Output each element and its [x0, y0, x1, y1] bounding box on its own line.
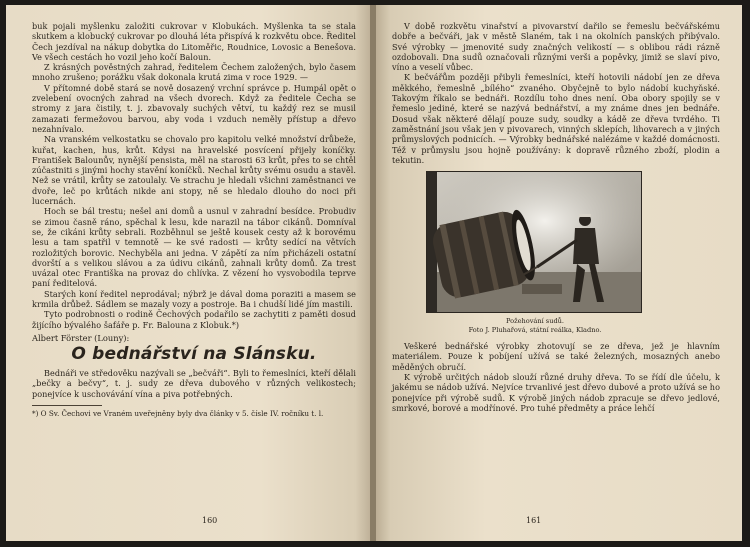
page-number-right: 161: [526, 516, 542, 525]
caption-title: Požehování sudů.: [505, 317, 565, 326]
photo-cooper-charring-barrel: [426, 171, 642, 313]
footnote-text: *) O Sv. Čechovi ve Vraném uveřejněny byly dva články v 5. čísle IV. ročníku t. l.: [32, 408, 324, 418]
left-page-text: [32, 21, 356, 330]
article-heading: O bednářství na Slánsku.: [71, 343, 317, 364]
photo-figure: [426, 171, 644, 335]
right-page-text-lower: [392, 341, 720, 413]
paragraph: V přítomné době stará se nově dosazený vrchní správce p. Humpál opět o zvelebení ovocných zahrad na všech dvorech. Když za ředitele Čecha se stromy z jara čistily, t. j. zbavovaly suchých větví, tu každý rez se musil zamazati fermežovou barvou, aby voda i vzduch neměly přístup a dřevo nezahnívalo.: [32, 82, 356, 134]
paragraph: Hoch se bál trestu; nešel ani domů a usnul v zahradní besídce. Probudiv se zimou časně ráno, spěchal k lesu, kde narazil na tábor cikánů. Domníval se, že cikáni krůty sebrali. Rozběhnul se ještě kousek cesty až k borovému lesu a tam spatřil v temnotě — ke své radosti — krůty sedící na větvích rozložitých borovic. Nechyběla ani jedna. V zápětí za ním přicházeli ostatní dvorští a s velikou slávou a za údivu cikánů, zahnali krůty domů. Za trest uvázal otec Františka na provaz do chlívka. Z vězení ho vysvobodila teprve paní ředitelová.: [32, 206, 356, 289]
paragraph: K bečvářům později přibyli řemeslníci, kteří hotovili nádobí jen ze dřeva měkkého, řemeslně „bílého“ zvaného. Obyčejně to bylo nádobí kuchyňské. Takovým říkalo se bednáři. Rozdílu toho dnes není. Oba obory spojily se v řemeslo jediné, které se nazývá bednářství, a my známe dnes jen bednáře. Dosud však některé dělají pouze sudy, soudky a kádě ze dřeva tvrdého. Ti zaměstnání jsou však jen v pivovarech, vinných sklepích, lihovarech a v jiných průmyslových podnicích. — Výrobky bednářské nalézáme v každé domácnosti. Též v průmyslu jsou hojně používány: k dopravě různého zboží, plodin a tekutin.: [392, 72, 720, 165]
paragraph: Starých koní ředitel neprodával; nýbrž je dával doma poraziti a masem se krmila drůbež. Sádlem se mazaly vozy a postroje. Ba i chudší lidé jím mastili.: [32, 288, 356, 310]
right-page-text: [392, 21, 720, 165]
paragraph: Na vranském velkostatku se chovalo pro kapitolu velké množství drůbeže, kuřat, kachen, hus, krůt. Kdysi na hravelské posvícení přijely koníčky. František Balounův, nynější pensista, měl na starosti 63 krůt, přes to se chtěl zúčastniti s jinými hochy stavění koníčků. Nechal krůty svému osudu a stavěl. Než se vrátil, krůty se zatoulaly. Ve strachu je hledali všichni zaměstnanci ve dvoře, leč po krůtách nikde ani stopy, ně se hledalo dlouho do noci při lucernách.: [32, 134, 356, 207]
photo-caption: [426, 317, 644, 335]
paragraph: Veškeré bednářské výrobky zhotovují se ze dřeva, jež je hlavním materiálem. Pouze k pobíjení užívá se také železných, mosazných anebo měděných obručí.: [392, 341, 720, 372]
paragraph: V době rozkvětu vinařství a pivovarství dařilo se řemeslu bečvářskému dobře a bečváři, jak v městě Slaném, tak i na okolních panských přibývalo. Své výrobky — jmenovité sudy značných velikostí — s oblibou rádi rázně ozdobovali. Dna sudů označovali různými verši a popěvky, jimiž se slaví pivo, víno a veselí vůbec.: [392, 21, 720, 73]
paragraph: Bednáři ve středověku nazývali se „bečváři“. Byli to řemeslníci, kteří dělali „bečky a bečvy“, t. j. sudy ze dřeva dubového v různých velikostech; ponejvíce k uschovávání vína a piva potřebných.: [32, 367, 356, 399]
left-page: [6, 5, 370, 541]
right-page: [376, 5, 742, 541]
footnote-rule: [32, 405, 102, 406]
article-byline: Albert Förster (Louny):: [32, 332, 130, 343]
paragraph: Z krásných pověstných zahrad, ředitelem Čechem založených, bylo časem mnoho zrušeno; porážku však dokonala krutá zima v roce 1929. —: [32, 62, 356, 83]
paragraph: K výrobě určitých nádob slouží různé druhy dřeva. To se řídí dle účelu, k jakému se nádob užívá. Nejvíce trvanlivé jest dřevo dubové a proto užívá se ho ponejvíce při výrobě sudů. K výrobě jiných nádob zpracuje se dřevo jedlové, smrkové, borové a modřínové. Pro tuhé předměty a práce lehčí: [392, 372, 720, 413]
paragraph: buk pojali myšlenku založiti cukrovar v Klobukách. Myšlenka ta se stala skutkem a klobucký cukrovar po dlouhá léta přispívá k rozkvětu obce. Ředitel Čech jezdíval na nákup dobytka do Litoměřic, Roudnice, Lovosic a Benešova. Ve všech cestách ho vozil jeho kočí Baloun.: [32, 21, 356, 62]
section-text: [32, 368, 356, 399]
paragraph: Tyto podrobnosti o rodině Čechových podařilo se zachytiti z paměti dosud žijícího bývalého šafáře p. Fr. Balouna z Klobuk.*): [32, 309, 356, 330]
page-number-left: 160: [202, 516, 218, 525]
book-spread: [6, 5, 742, 541]
footnote: [32, 409, 356, 418]
caption-credit: Foto J. Pluhařová, státní reálka, Kladno.: [468, 326, 602, 335]
